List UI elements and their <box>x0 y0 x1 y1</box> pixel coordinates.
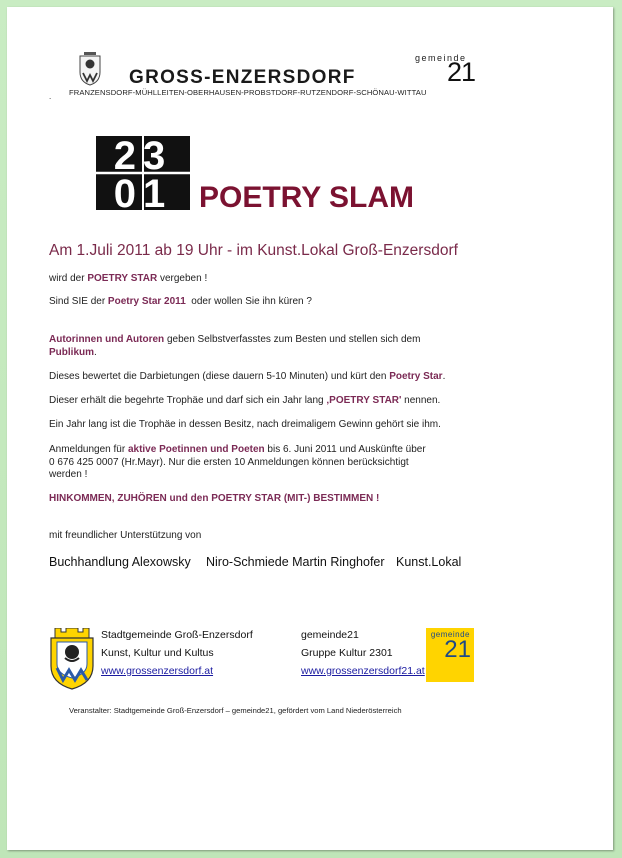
paragraph-3 <box>49 334 420 359</box>
paragraph-5 <box>49 395 440 408</box>
text: geben Selbstverfasstes zum Besten und stellen sich dem <box>164 334 421 345</box>
footer-left-line1: Stadtgemeinde Groß-Enzersdorf <box>101 629 253 641</box>
text: 0 676 425 0007 (Hr.Mayr). Nur die ersten 10 Anmeldungen können berücksichtigt <box>49 456 409 468</box>
footer-right-line2: Gruppe Kultur 2301 <box>301 647 393 659</box>
text: Dieses bewertet die Darbietungen (diese dauern 5-10 Minuten) und kürt den <box>49 371 390 382</box>
highlight: Poetry Star 2011 <box>107 296 186 307</box>
text: bis 6. Juni 2011 und Auskünfte über <box>264 444 426 455</box>
sponsor-intro: mit freundlicher Unterstützung von <box>49 530 202 541</box>
logo-small-text: gemeinde <box>430 630 470 639</box>
date-flip-clock-logo <box>96 136 190 210</box>
event-title: POETRY SLAM <box>199 181 415 214</box>
header-brand-number: 21 <box>447 57 476 87</box>
text: Dieser erhält die begehrte Trophäe und darf sich ein Jahr lang <box>49 395 327 406</box>
logo-number: 21 <box>444 636 471 663</box>
paragraph-7 <box>49 444 426 482</box>
header-brand-small: gemeinde <box>415 53 467 63</box>
text: Sind SIE der <box>49 296 108 307</box>
gemeinde21-logo <box>426 628 474 682</box>
text: oder wollen Sie ihn küren ? <box>185 296 312 307</box>
footer-right-line1: gemeinde21 <box>301 629 359 641</box>
header-title: GROSS-ENZERSDORF <box>129 67 356 88</box>
highlight: Publikum <box>49 346 95 358</box>
town-coat-of-arms-icon <box>49 628 95 690</box>
text: . <box>94 346 97 358</box>
highlight: ‚POETRY STAR' <box>326 395 402 406</box>
footer-left-link[interactable]: www.grossenzersdorf.at <box>101 665 214 677</box>
header-subtitle: FRANZENSDORF-MÜHLLEITEN-OBERHAUSEN-PROBSTDORF-RUTZENDORF-SCHÖNAU-WITTAU <box>69 88 427 97</box>
call-to-action: HINKOMMEN, ZUHÖREN und den POETRY STAR (MIT-) BESTIMMEN ! <box>49 493 380 504</box>
paragraph-6: Ein Jahr lang ist die Trophäe in dessen Besitz, nach dreimaligem Gewinn gehört sie ihm. <box>49 419 441 430</box>
highlight: aktive Poetinnen und Poeten <box>127 444 265 455</box>
text: wird der <box>49 273 88 284</box>
event-date-location: Am 1.Juli 2011 ab 19 Uhr - im Kunst.Lokal Groß-Enzersdorf <box>49 242 458 259</box>
sponsor-1: Buchhandlung Alexowsky <box>49 555 191 569</box>
text: nennen. <box>401 395 441 406</box>
highlight: Poetry Star <box>389 371 443 382</box>
footer-right-link[interactable]: www.grossenzersdorf21.at <box>301 665 425 677</box>
header-dot: . <box>49 92 52 101</box>
sponsor-3: Kunst.Lokal <box>396 555 462 569</box>
text: . <box>442 371 446 382</box>
paragraph-1 <box>49 273 207 286</box>
text: vergeben ! <box>157 273 208 284</box>
paragraph-4 <box>49 371 445 384</box>
text: Anmeldungen für <box>49 444 128 455</box>
paragraph-2 <box>49 296 312 309</box>
footer-left-line2: Kunst, Kultur und Kultus <box>101 647 214 659</box>
town-crest-icon <box>79 52 101 86</box>
sponsor-2: Niro-Schmiede Martin Ringhofer <box>206 555 385 569</box>
highlight: Autorinnen und Autoren <box>49 334 165 345</box>
clock-top-digits: 23 <box>113 136 173 178</box>
highlight: POETRY STAR <box>87 273 158 284</box>
organizer-credit: Veranstalter: Stadtgemeinde Groß-Enzersdorf – gemeinde21, gefördert vom Land Niederösterreich <box>69 706 402 715</box>
clock-bottom-digits: 01 <box>113 172 173 210</box>
text: werden ! <box>49 469 88 480</box>
